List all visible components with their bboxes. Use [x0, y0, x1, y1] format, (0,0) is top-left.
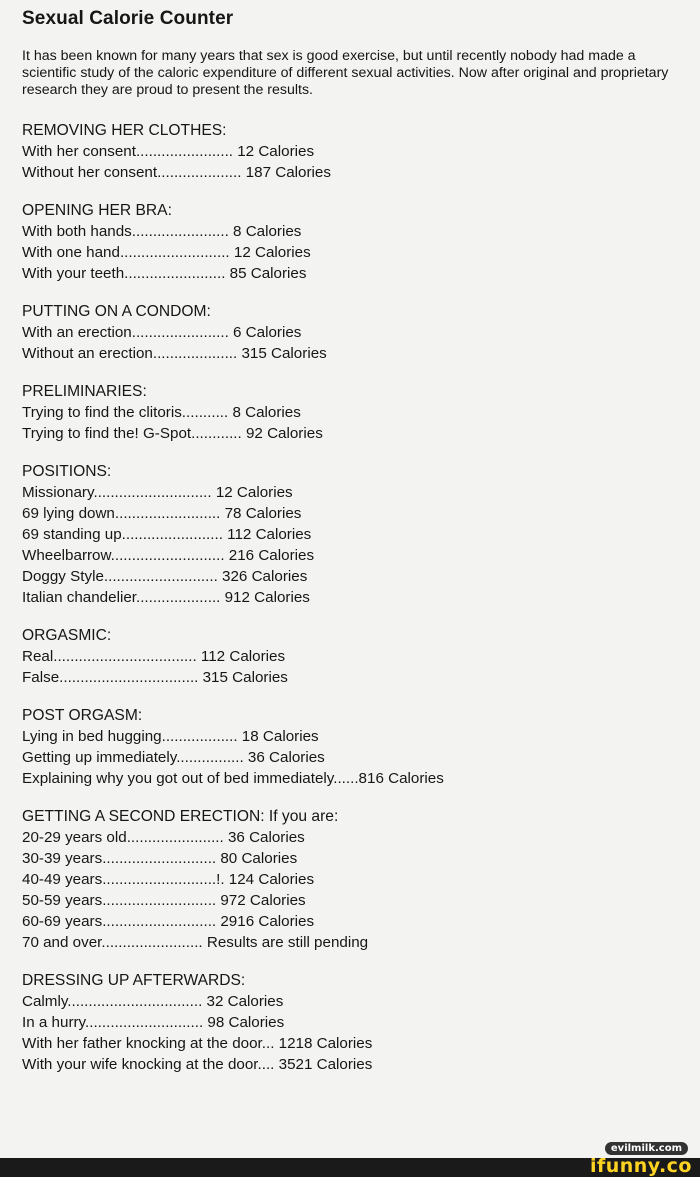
list-item: Doggy Style........................... 326 Calories: [22, 568, 308, 585]
list-item: 69 lying down......................... 78 Calories: [22, 505, 302, 522]
list-item: With an erection....................... 6 Calories: [22, 324, 302, 341]
list-item: With both hands....................... 8 Calories: [22, 223, 302, 240]
list-item: 40-49 years...........................!. 124 Calories: [22, 871, 315, 888]
list-item: With her father knocking at the door... 1218 Calories: [22, 1035, 373, 1052]
evilmilk-watermark: evilmilk.com: [605, 1142, 688, 1155]
list-item: Trying to find the clitoris........... 8 Calories: [22, 404, 301, 421]
list-item: 20-29 years old....................... 36 Calories: [22, 829, 305, 846]
section-dressing-up: [22, 971, 687, 1075]
section-heading: PUTTING ON A CONDOM:: [22, 303, 211, 320]
list-item: In a hurry............................ 98 Calories: [22, 1014, 285, 1031]
list-item: Without her consent.................... 187 Calories: [22, 164, 331, 181]
section-heading: POSITIONS:: [22, 463, 112, 480]
section-removing-clothes: [22, 121, 687, 183]
list-item: Lying in bed hugging.................. 18 Calories: [22, 728, 319, 745]
list-item: Explaining why you got out of bed immediately......816 Calories: [22, 770, 444, 787]
page-title: Sexual Calorie Counter: [22, 8, 234, 29]
section-preliminaries: [22, 382, 687, 444]
section-second-erection: [22, 807, 687, 953]
list-item: False................................. 315 Calories: [22, 669, 288, 686]
section-opening-bra: [22, 201, 687, 284]
section-heading: REMOVING HER CLOTHES:: [22, 122, 227, 139]
list-item: 69 standing up........................ 112 Calories: [22, 526, 312, 543]
section-heading: POST ORGASM:: [22, 707, 143, 724]
section-heading: DRESSING UP AFTERWARDS:: [22, 972, 246, 989]
list-item: Missionary............................ 12 Calories: [22, 484, 293, 501]
section-orgasmic: [22, 626, 687, 688]
section-putting-on-condom: [22, 302, 687, 364]
list-item: 50-59 years........................... 972 Calories: [22, 892, 306, 909]
list-item: Without an erection.................... 315 Calories: [22, 345, 327, 362]
list-item: 30-39 years........................... 80 Calories: [22, 850, 298, 867]
section-positions: [22, 462, 687, 608]
list-item: With one hand.......................... 12 Calories: [22, 244, 311, 261]
list-item: Trying to find the! G-Spot............ 92 Calories: [22, 425, 323, 442]
section-heading: PRELIMINARIES:: [22, 383, 147, 400]
list-item: With her consent....................... 12 Calories: [22, 143, 315, 160]
list-item: 70 and over........................ Results are still pending: [22, 934, 369, 951]
list-item: With your wife knocking at the door.... 3521 Calories: [22, 1056, 373, 1073]
section-heading: ORGASMIC:: [22, 627, 112, 644]
section-post-orgasm: [22, 706, 687, 789]
list-item: Real.................................. 112 Calories: [22, 648, 286, 665]
document: [22, 8, 687, 1093]
ifunny-watermark: ifunny.co: [589, 1155, 692, 1177]
intro-paragraph: It has been known for many years that sex is good exercise, but until recently nobody had made a scientific study of the caloric expenditure of different sexual activities. Now after original and proprietary research they are proud to present the results.: [22, 48, 669, 98]
section-heading: GETTING A SECOND ERECTION: If you are:: [22, 808, 339, 825]
list-item: Wheelbarrow........................... 216 Calories: [22, 547, 315, 564]
list-item: 60-69 years........................... 2916 Calories: [22, 913, 315, 930]
list-item: Italian chandelier.................... 912 Calories: [22, 589, 310, 606]
list-item: Calmly................................ 32 Calories: [22, 993, 284, 1010]
list-item: Getting up immediately................ 36 Calories: [22, 749, 325, 766]
section-heading: OPENING HER BRA:: [22, 202, 172, 219]
list-item: With your teeth........................ 85 Calories: [22, 265, 307, 282]
